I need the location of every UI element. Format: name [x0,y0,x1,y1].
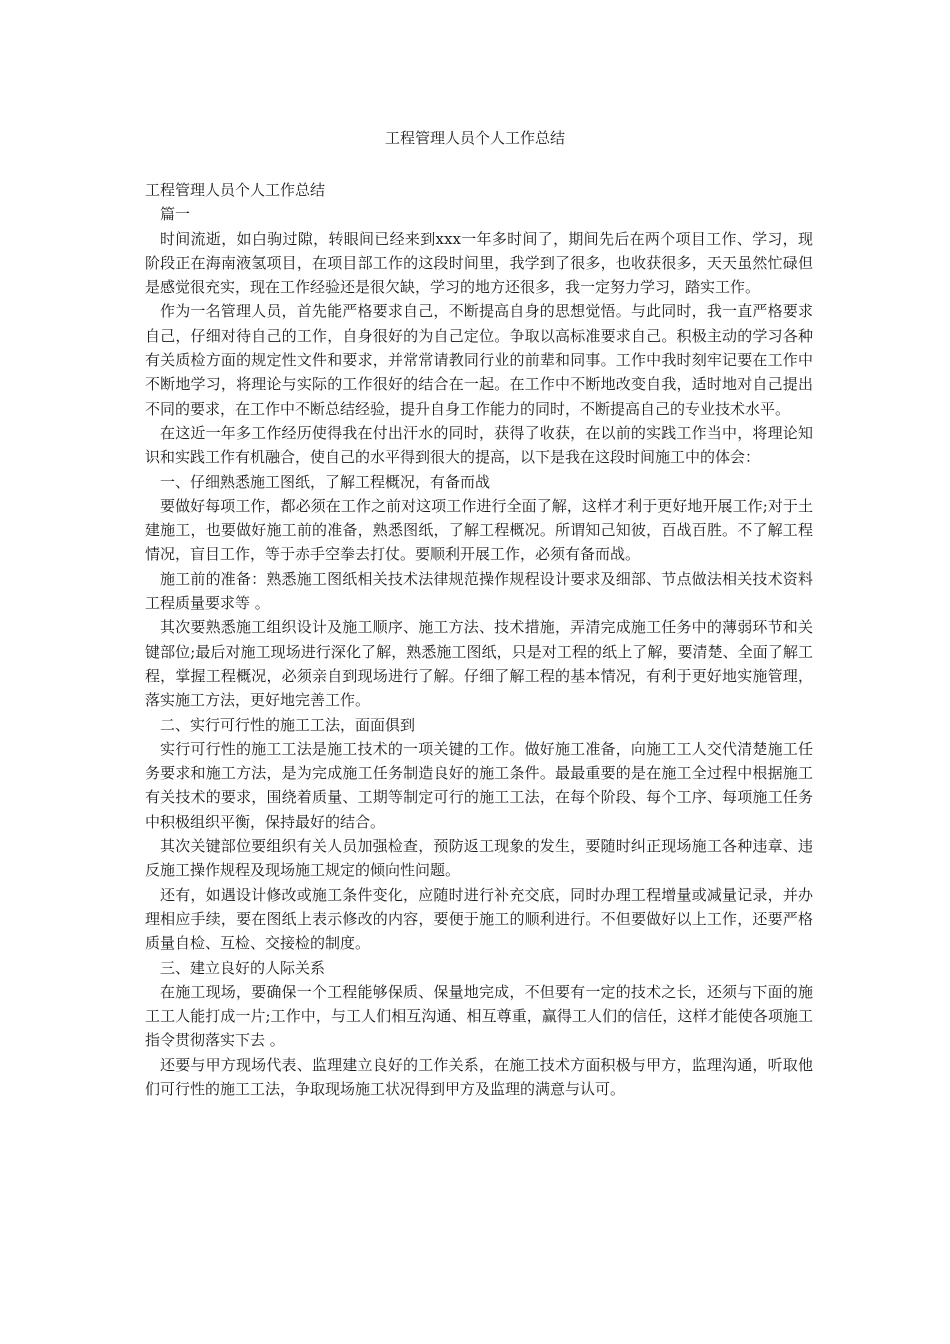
heading-one: 一、仔细熟悉施工图纸，了解工程概况，有备而战 [160,472,491,491]
paragraph-workers-relation: 在施工现场，要确保一个工程能够保质、保量地完成，不但要有一定的技术之长，还须与下面的施工工人能打成一片;工作中，与工人们相互沟通、相互尊重，赢得工人们的信任，这样才能使各项施工指令贯彻落实下去 。 [145,982,813,1050]
heading-three: 三、建立良好的人际关系 [160,958,326,977]
paragraph-organization-design: 其次要熟悉施工组织设计及施工顺序、施工方法、技术措施，弄清完成施工任务中的薄弱环节和关键部位;最后对施工现场进行深化了解，熟悉施工图纸，只是对工程的纸上了解，要清楚、全面了解工程，掌握工程概况，必须亲自到现场进行了解。仔细了解工程的基本情况，有利于更好地实施管理，落实施工方法，更好地完善工作。 [145,618,813,710]
paragraph-design-change: 还有，如遇设计修改或施工条件变化，应随时进行补充交底，同时办理工程增量或减量记录，并办理相应手续，要在图纸上表示修改的内容，要便于施工的顺利进行。不但要做好以上工作，还要严格质量自检、互检、交接检的制度。 [145,885,813,953]
document-body [145,178,813,1101]
heading-two: 二、实行可行性的施工工法，面面俱到 [160,715,416,734]
paragraph-experience: 在这近一年多工作经历使得我在付出汗水的同时，获得了收获，在以前的实践工作当中，将理论知识和实践工作有机融合，使自己的水平得到很大的提高，以下是我在这段时间施工中的体会： [145,423,813,467]
document-title: 工程管理人员个人工作总结 [384,129,565,147]
paragraph-inspection: 其次关键部位要组织有关人员加强检查，预防返工现象的发生，要随时纠正现场施工各种违章、违反施工操作规程及现场施工规定的倾向性问题。 [145,837,813,880]
paragraph-self-discipline: 作为一名管理人员，首先能严格要求自己，不断提高自身的思想觉悟。与此同时，我一直严格要求自己，仔细对待自己的工作，自身很好的为自己定位。争取以高标准要求自己。积极主动的学习各种有关质检方面的规定性文件和要求，并常常请教同行业的前辈和同事。工作中我时刻牢记要在工作中不断地学习，将理论与实际的工作很好的结合在一起。在工作中不断地改变自我，适时地对自己提出不同的要求，在工作中不断总结经验，提升自身工作能力的同时，不断提高自己的专业技术水平。 [145,302,813,418]
document-subtitle: 工程管理人员个人工作总结 [145,181,326,199]
paragraph-pre-construction: 施工前的准备：熟悉施工图纸相关技术法律规范操作规程设计要求及细部、节点做法相关技术资料工程质量要求等 。 [145,569,813,613]
section-label: 篇一 [160,205,191,224]
paragraph-client-relation: 还要与甲方现场代表、监理建立良好的工作关系，在施工技术方面积极与甲方，监理沟通，听取他们可行性的施工工法，争取现场施工状况得到甲方及监理的满意与认可。 [145,1055,813,1098]
paragraph-prepare-work: 要做好每项工作，都必须在工作之前对这项工作进行全面了解，这样才利于更好地开展工作;对于土建施工，也要做好施工前的准备，熟悉图纸，了解工程概况。所谓知己知彼，百战百胜。不了解工程情况，盲目工作，等于赤手空拳去打仗。要顺利开展工作，必须有备而战。 [145,496,813,564]
paragraph-construction-method: 实行可行性的施工工法是施工技术的一项关键的工作。做好施工准备，向施工工人交代清楚施工任务要求和施工方法，是为完成施工任务制造良好的施工条件。最最重要的是在施工全过程中根据施工有关技术的要求，围绕着质量、工期等制定可行的施工工法，在每个阶段、每个工序、每项施工任务中积极组织平衡，保持最好的结合。 [145,739,813,831]
paragraph-intro: 时间流逝，如白驹过隙，转眼间已经来到xxx一年多时间了，期间先后在两个项目工作、学习，现阶段正在海南液氢项目，在项目部工作的这段时间里，我学到了很多，也收获很多，天天虽然忙碌但是感觉很充实，现在工作经验还是很欠缺，学习的地方还很多，我一定努力学习，踏实工作。 [145,229,813,297]
